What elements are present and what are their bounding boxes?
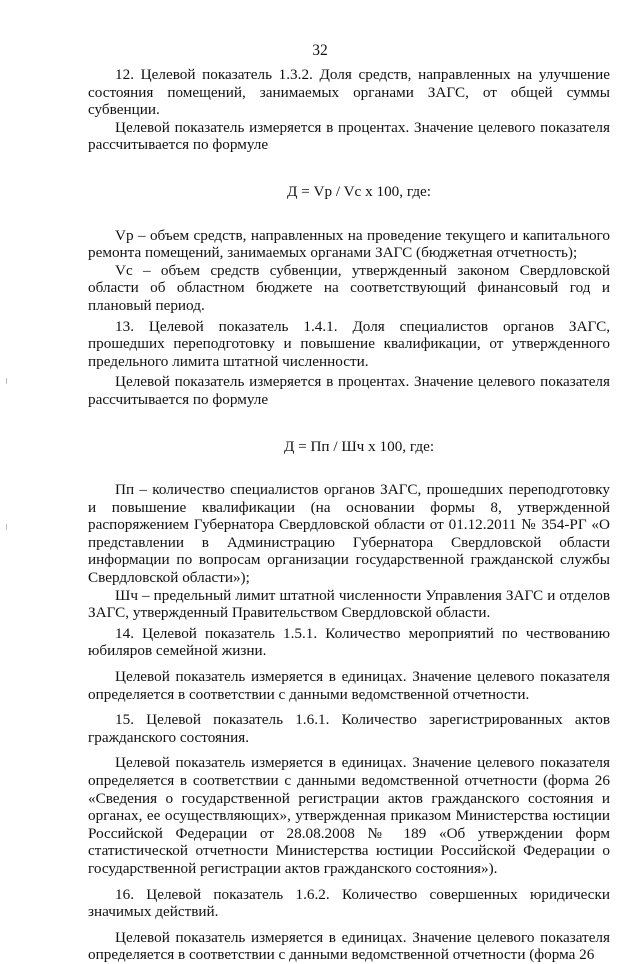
scan-margin-mark: [6, 378, 7, 384]
paragraph-indicator-12: 12. Целевой показатель 1.3.2. Доля средств, направленных на улучшение состояния помещений, занимаемых органами ЗАГС, от общей суммы субвенции.: [88, 66, 610, 119]
paragraph-definition-vp: Vp – объем средств, направленных на проведение текущего и капитального ремонта помещений, занимаемых органами ЗАГС (бюджетная отчетность);: [88, 226, 610, 262]
paragraph-measurement-15: Целевой показатель измеряется в единицах. Значение целевого показателя определяется в соответствии с данными ведомственной отчетности (форма 26 «Сведения о государственной регистрации актов гражданского состояния и органах, ее осуществляющих», утвержденная приказом Министерства юстиции Российской Федерации от 28.08.2008 № 189 «Об утверждении форм статистической отчетности Министерства юстиции Российской Федерации о государственной регистрации актов гражданского состояния»).: [88, 754, 610, 877]
scan-margin-mark: [6, 524, 7, 530]
paragraph-definition-vc: Vc – объем средств субвенции, утвержденный законом Свердловской области об областном бюджете на соответствующий финансовый год и плановый период.: [88, 261, 610, 314]
paragraph-indicator-15: 15. Целевой показатель 1.6.1. Количество зарегистрированных актов гражданского состояния.: [88, 711, 610, 746]
paragraph-indicator-16: 16. Целевой показатель 1.6.2. Количество совершенных юридически значимых действий.: [88, 885, 610, 921]
formula-12: Д = Vp / Vc x 100, где:: [286, 182, 432, 200]
paragraph-measurement-14: Целевой показатель измеряется в единицах. Значение целевого показателя определяется в соответствии с данными ведомственной отчетности.: [88, 668, 610, 703]
formula-13: Д = Пп / Шч x 100, где:: [283, 437, 435, 455]
paragraph-indicator-13: 13. Целевой показатель 1.4.1. Доля специалистов органов ЗАГС, прошедших переподготовку и повышение квалификации, от утвержденного предельного лимита штатной численности.: [88, 317, 610, 370]
document-body: [88, 66, 610, 964]
paragraph-indicator-14: 14. Целевой показатель 1.5.1. Количество мероприятий по чествованию юбиляров семейной жизни.: [88, 624, 610, 660]
paragraph-measurement-12: Целевой показатель измеряется в процентах. Значение целевого показателя рассчитывается по формуле: [88, 118, 610, 154]
paragraph-measurement-13: Целевой показатель измеряется в процентах. Значение целевого показателя рассчитывается по формуле: [88, 373, 610, 408]
paragraph-measurement-16: Целевой показатель измеряется в единицах. Значение целевого показателя определяется в соответствии с данными ведомственной отчетности (форма 26: [88, 928, 610, 964]
paragraph-definition-shch: Шч – предельный лимит штатной численности Управления ЗАГС и отделов ЗАГС, утвержденный Правительством Свердловской области.: [88, 586, 610, 622]
paragraph-definition-pp: Пп – количество специалистов органов ЗАГС, прошедших переподготовку и повышение квалификации (на основании формы 8, утвержденной распоряжением Губернатора Свердловской области от 01.12.2011 № 354-РГ «О представлении в Администрацию Губернатора Свердловской области информации по вопросам организации государственной гражданской службы Свердловской области»);: [88, 481, 610, 587]
page-number: 32: [312, 42, 328, 59]
